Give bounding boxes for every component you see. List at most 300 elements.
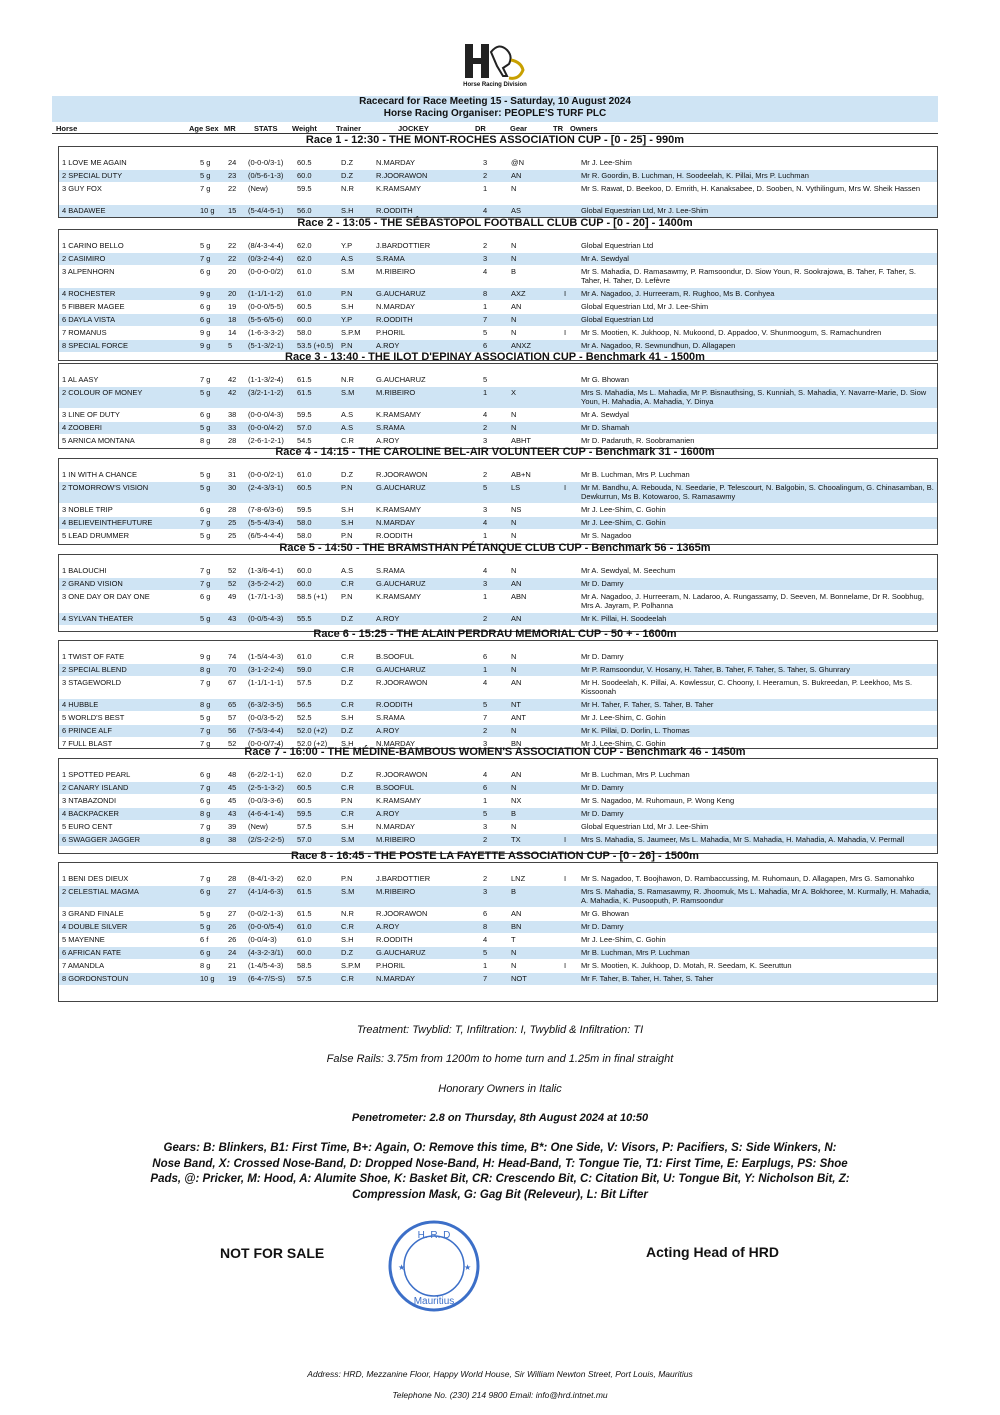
cell-stats: (New) (248, 822, 268, 831)
cell-stats: (3/2-1-1-2) (248, 388, 284, 397)
cell-name: 2 GRAND VISION (62, 579, 123, 588)
cell-stats: (1-5/4-4-3) (248, 652, 284, 661)
cell-name: 7 ROMANUS (62, 328, 107, 337)
cell-gear: LNZ (511, 874, 526, 883)
cell-tr: S.M (341, 388, 355, 397)
cell-owners: Mr S. Rawat, D. Beekoo, D. Emrith, H. Kanaksabee, D. Sooben, N. Vythilingum, Mrs W. Sheik Hassen (581, 184, 921, 193)
table-row (59, 725, 937, 737)
cell-age: 5 g (200, 423, 211, 432)
cell-name: 3 NTABAZONDI (62, 796, 117, 805)
table-row (59, 387, 937, 408)
hrd-logo (450, 38, 540, 96)
cell-mr: 15 (228, 206, 237, 215)
cell-stats: (6/5-4-4-4) (248, 531, 284, 540)
cell-jockey: M.RIBEIRO (376, 388, 416, 397)
cell-name: 7 AMANDLA (62, 961, 105, 970)
cell-dr: 1 (483, 302, 488, 311)
cell-mr: 38 (228, 410, 237, 419)
cell-jockey: J.BARDOTTIER (376, 874, 431, 883)
cell-stats: (2/S-2-2-5) (248, 835, 285, 844)
cell-gear: N (511, 531, 517, 540)
cell-age: 7 g (200, 518, 211, 527)
cell-owners: Mr A. Sewdyal (581, 410, 629, 419)
cell-name: 4 ZOOBERI (62, 423, 103, 432)
cell-dr: 4 (483, 678, 488, 687)
cell-owners: Mr D. Shamah (581, 423, 630, 432)
cell-jockey: A.ROY (376, 341, 400, 350)
cell-stats: (New) (248, 184, 268, 193)
cell-owners: Mr D. Damry (581, 783, 624, 792)
cell-gear: N (511, 726, 517, 735)
cell-wt: 61.5 (297, 388, 312, 397)
cell-dr: 4 (483, 410, 488, 419)
cell-age: 6 g (200, 796, 211, 805)
cell-gear: AN (511, 909, 522, 918)
cell-age: 8 g (200, 835, 211, 844)
cell-age: 9 g (200, 328, 211, 337)
cell-wt: 58.0 (297, 518, 312, 527)
cell-gear: N (511, 665, 517, 674)
cell-tr: A.S (341, 254, 354, 263)
table-row (59, 301, 937, 313)
cell-gear: T (511, 935, 516, 944)
treatment-note: Treatment: Twyblid: T, Infiltration: I, Twyblid & Infiltration: TI (356, 1024, 644, 1036)
cell-owners: Mr H. Taher, F. Taher, S. Taher, B. Taher (581, 700, 714, 709)
cell-age: 5 g (200, 909, 211, 918)
cell-name: 5 EURO CENT (62, 822, 113, 831)
cell-jockey: S.RAMA (376, 254, 405, 263)
cell-mr: 74 (228, 652, 237, 661)
cell-stats: (1-7/1-1-3) (248, 592, 284, 601)
col-mr: MR (224, 124, 236, 133)
penetrometer-note: Penetrometer: 2.8 on Thursday, 8th August 2024 at 10:50 (351, 1112, 649, 1124)
cell-gear: TX (511, 835, 521, 844)
col-trainer: Trainer (336, 124, 362, 133)
cell-tr: C.R (341, 783, 354, 792)
cell-tr: Y.P (341, 241, 353, 250)
cell-dr: 3 (483, 822, 488, 831)
cell-wt: 58.0 (297, 531, 312, 540)
cell-wt: 59.5 (297, 410, 312, 419)
cell-age: 7 g (200, 566, 211, 575)
cell-mr: 45 (228, 783, 237, 792)
cell-jockey: N.MARDAY (376, 974, 416, 983)
cell-mr: 39 (228, 822, 237, 831)
cell-tr: D.Z (341, 470, 354, 479)
cell-dr: 2 (483, 423, 488, 432)
cell-gear: X (511, 388, 517, 397)
cell-stats: (0-0-0-0/2) (248, 267, 284, 276)
cell-wt: 57.5 (297, 822, 312, 831)
race-title: Race 4 - 14:15 - THE CAROLINE BEL-AIR VOLUNTEER CUP - Benchmark 31 - 1600m (275, 446, 715, 458)
cell-mr: 27 (228, 887, 237, 896)
cell-dr: 1 (483, 592, 488, 601)
cell-stats: (1-3/6-4-1) (248, 566, 284, 575)
cell-stats: (3-5-2-4-2) (248, 579, 284, 588)
cell-tr: D.Z (341, 158, 354, 167)
race-table (58, 229, 938, 361)
col-jockey: JOCKEY (398, 124, 429, 133)
cell-name: 8 GORDONSTOUN (62, 974, 129, 983)
cell-owners: Mr J. Lee-Shim, C. Gohin (581, 518, 666, 527)
table-row (59, 873, 937, 885)
cell-dr: 5 (483, 375, 488, 384)
cell-wt: 56.0 (297, 206, 312, 215)
table-row (59, 921, 937, 933)
cell-wt: 61.0 (297, 652, 312, 661)
cell-t: I (564, 874, 567, 883)
cell-name: 2 SPECIAL DUTY (62, 171, 123, 180)
cell-owners: Mr D. Damry (581, 922, 624, 931)
cell-stats: (5-5-4/3-4) (248, 518, 284, 527)
cell-name: 5 FIBBER MAGEE (62, 302, 125, 311)
cell-stats: (5-1-3/2-1) (248, 341, 284, 350)
cell-wt: 60.5 (297, 483, 312, 492)
cell-name: 2 SPECIAL BLEND (62, 665, 127, 674)
cell-gear: N (511, 783, 517, 792)
cell-age: 6 g (200, 302, 211, 311)
cell-dr: 5 (483, 948, 488, 957)
table-row (59, 699, 937, 711)
cell-jockey: R.JOORAWON (376, 678, 428, 687)
cell-stats: (0-0-0/4-3) (248, 410, 284, 419)
logo-caption: Horse Racing Division (463, 82, 527, 88)
cell-mr: 48 (228, 770, 237, 779)
cell-jockey: J.BARDOTTIER (376, 241, 431, 250)
cell-age: 6 f (200, 935, 209, 944)
cell-name: 2 CELESTIAL MAGMA (62, 887, 139, 896)
cell-mr: 26 (228, 922, 237, 931)
table-row (59, 469, 937, 481)
cell-dr: 4 (483, 935, 488, 944)
cell-t: I (564, 835, 567, 844)
cell-wt: 58.5 (297, 961, 312, 970)
cell-name: 4 BACKPACKER (62, 809, 119, 818)
col-tr: TR (553, 124, 563, 133)
cell-name: 5 MAYENNE (62, 935, 105, 944)
cell-jockey: N.MARDAY (376, 739, 416, 748)
cell-gear: BN (511, 739, 522, 748)
cell-name: 2 CANARY ISLAND (62, 783, 129, 792)
gears-legend: Gears: B: Blinkers, B1: First Time, B+: Again, O: Remove this time, B*: One Side, V: Visors, P: Pacifiers, S: Side Winkers, N: Nose Band, X: Crossed Nose-Band, D: Dropped Nose-Band, H: Head-Band, T: Tongue Tie, T1: First Time, E: Earplugs, PS: Shoe Pads, @: Pricker, M: Hood, A: Alumite Shoe, K: Basket Bit, CR: Crescendo Bit, C: Citation Bit, U: Tongue Bit, Y: Nicholson Bit, Z: Compression Mask, G: Gag Bit (Releveur), L: Bit Lifter (150, 1142, 850, 1201)
cell-mr: 20 (228, 289, 237, 298)
cell-name: 4 DOUBLE SILVER (62, 922, 128, 931)
table-row (59, 960, 937, 972)
race-title: Race 8 - 16:45 - THE POSTE LA FAYETTE ASSOCIATION CUP - [0 - 26] - 1500m (291, 850, 699, 862)
cell-owners: Mr F. Taher, B. Taher, H. Taher, S. Taher (581, 974, 714, 983)
cell-dr: 2 (483, 614, 488, 623)
cell-wt: 58.0 (297, 328, 312, 337)
cell-wt: 61.0 (297, 470, 312, 479)
cell-jockey: N.MARDAY (376, 158, 416, 167)
table-row (59, 374, 937, 386)
cell-name: 4 ROCHESTER (62, 289, 116, 298)
cell-dr: 1 (483, 961, 488, 970)
cell-jockey: R.OODITH (376, 206, 413, 215)
cell-wt: 61.0 (297, 267, 312, 276)
cell-dr: 4 (483, 770, 488, 779)
cell-mr: 21 (228, 961, 237, 970)
col-weight: Weight (292, 124, 317, 133)
cell-wt: 57.0 (297, 835, 312, 844)
race-title: Race 7 - 16:00 - THE MÉDINE-BAMBOUS WOMEN'S ASSOCIATION CUP - Benchmark 46 - 1450m (244, 746, 746, 758)
race-title: Race 3 - 13:40 - THE ILOT D'EPINAY ASSOCIATION CUP - Benchmark 41 - 1500m (285, 351, 705, 363)
cell-mr: 42 (228, 388, 237, 397)
cell-stats: (5-5-6/5-6) (248, 315, 284, 324)
cell-age: 5 g (200, 713, 211, 722)
stamp-bottom-text: Mauritius (413, 1296, 455, 1307)
col-stats: STATS (254, 124, 278, 133)
cell-tr: P.N (341, 289, 353, 298)
cell-owners: Mr S. Mahadia, D. Ramasawmy, P. Ramsoondur, D. Siow Youn, R. Sookrajowa, B. Taher, F. Taher, S. Taher, H. Taher, D. Lefèvre (581, 267, 917, 285)
cell-owners: Mr S. Nagadoo, M. Ruhomaun, P. Wong Keng (581, 796, 735, 805)
cell-mr: 52 (228, 566, 237, 575)
cell-wt: 60.0 (297, 315, 312, 324)
cell-dr: 8 (483, 289, 488, 298)
table-row (59, 908, 937, 920)
cell-dr: 3 (483, 158, 488, 167)
cell-jockey: M.RIBEIRO (376, 887, 416, 896)
false-rails-note: False Rails: 3.75m from 1200m to home turn and 1.25m in final straight (326, 1053, 674, 1065)
race-table (58, 363, 938, 449)
cell-mr: 28 (228, 505, 237, 514)
cell-jockey: R.OODITH (376, 935, 413, 944)
cell-jockey: K.RAMSAMY (376, 796, 422, 805)
cell-dr: 8 (483, 922, 488, 931)
cell-gear: N (511, 423, 517, 432)
cell-dr: 5 (483, 483, 488, 492)
cell-age: 6 g (200, 948, 211, 957)
table-row (59, 266, 937, 287)
cell-gear: N (511, 961, 517, 970)
cell-dr: 3 (483, 436, 488, 445)
cell-age: 6 g (200, 267, 211, 276)
cell-stats: (8-4/1-3-2) (248, 874, 284, 883)
cell-dr: 1 (483, 184, 488, 193)
cell-jockey: K.RAMSAMY (376, 592, 422, 601)
table-row (59, 651, 937, 663)
cell-dr: 6 (483, 783, 488, 792)
cell-age: 9 g (200, 652, 211, 661)
cell-name: 8 SPECIAL FORCE (62, 341, 128, 350)
cell-stats: (1-4/5-4-3) (248, 961, 284, 970)
cell-wt: 62.0 (297, 241, 312, 250)
table-row (59, 834, 937, 846)
cell-gear: N (511, 241, 517, 250)
cell-dr: 7 (483, 974, 488, 983)
cell-wt: 57.0 (297, 423, 312, 432)
cell-jockey: K.RAMSAMY (376, 505, 422, 514)
cell-mr: 43 (228, 809, 237, 818)
cell-name: 6 AFRICAN FATE (62, 948, 122, 957)
cell-jockey: A.ROY (376, 614, 400, 623)
cell-wt: 52.0 (+2) (297, 739, 328, 748)
cell-age: 5 g (200, 922, 211, 931)
cell-stats: (3-1-2-2-4) (248, 665, 284, 674)
cell-age: 7 g (200, 375, 211, 384)
cell-wt: 59.0 (297, 665, 312, 674)
cell-mr: 57 (228, 713, 237, 722)
cell-dr: 5 (483, 809, 488, 818)
cell-jockey: S.RAMA (376, 713, 405, 722)
cell-mr: 25 (228, 531, 237, 540)
cell-name: 1 SPOTTED PEARL (62, 770, 131, 779)
cell-tr: S.P.M (341, 961, 361, 970)
cell-wt: 59.5 (297, 184, 312, 193)
cell-tr: N.R (341, 184, 354, 193)
cell-name: 3 ALPENHORN (62, 267, 115, 276)
cell-gear: B (511, 887, 517, 896)
table-row (59, 578, 937, 590)
cell-stats: (0-0-0/3-1) (248, 158, 284, 167)
cell-jockey: S.RAMA (376, 423, 405, 432)
cell-owners: Mr G. Bhowan (581, 375, 629, 384)
cell-dr: 1 (483, 388, 488, 397)
cell-stats: (0-0-0/2-1) (248, 470, 284, 479)
cell-jockey: K.RAMSAMY (376, 184, 422, 193)
cell-jockey: P.HORIL (376, 328, 406, 337)
table-row (59, 409, 937, 421)
cell-wt: 57.5 (297, 678, 312, 687)
race-table (58, 458, 938, 545)
cell-name: 4 BELIEVEINTHEFUTURE (62, 518, 153, 527)
cell-stats: (7-8-6/3-6) (248, 505, 284, 514)
cell-owners: Mr A. Sewdyal, M. Seechum (581, 566, 676, 575)
cell-gear: ANT (511, 713, 526, 722)
cell-stats: (4-1/4-6-3) (248, 887, 284, 896)
cell-name: 1 BENI DES DIEUX (62, 874, 129, 883)
cell-gear: N (511, 518, 517, 527)
cell-tr: C.R (341, 436, 354, 445)
cell-jockey: G.AUCHARUZ (376, 579, 426, 588)
cell-gear: N (511, 822, 517, 831)
svg-text:★: ★ (464, 1263, 472, 1272)
cell-owners: Mr B. Luchman, Mrs P. Luchman (581, 948, 690, 957)
cell-gear: NX (511, 796, 522, 805)
cell-tr: A.S (341, 566, 354, 575)
cell-t: I (564, 328, 567, 337)
cell-gear: AN (511, 614, 522, 623)
cell-gear: N (511, 328, 517, 337)
cell-owners: Mr K. Pillai, D. Dorlin, L. Thomas (581, 726, 690, 735)
cell-name: 1 AL AASY (62, 375, 99, 384)
cell-tr: P.N (341, 592, 353, 601)
cell-tr: C.R (341, 700, 354, 709)
cell-gear: N (511, 410, 517, 419)
cell-tr: S.H (341, 206, 354, 215)
cell-name: 5 ARNICA MONTANA (62, 436, 135, 445)
cell-dr: 1 (483, 665, 488, 674)
cell-dr: 4 (483, 206, 488, 215)
table-row (59, 530, 937, 542)
cell-wt: 61.5 (297, 887, 312, 896)
cell-age: 6 g (200, 887, 211, 896)
cell-jockey: R.OODITH (376, 315, 413, 324)
cell-jockey: N.MARDAY (376, 822, 416, 831)
cell-stats: (0-0-0/5-4) (248, 922, 284, 931)
cell-dr: 2 (483, 874, 488, 883)
cell-age: 8 g (200, 809, 211, 818)
cell-age: 7 g (200, 254, 211, 263)
cell-name: 1 CARINO BELLO (62, 241, 124, 250)
not-for-sale: NOT FOR SALE (220, 1245, 325, 1261)
cell-wt: 60.5 (297, 783, 312, 792)
race-title: Race 2 - 13:05 - THE SÉBASTOPOL FOOTBALL CLUB CUP - [0 - 20] - 1400m (297, 217, 693, 229)
cell-age: 5 g (200, 470, 211, 479)
stamp-top-text: H. R. D (417, 1230, 451, 1241)
cell-mr: 22 (228, 241, 237, 250)
cell-tr: C.R (341, 665, 354, 674)
acting-head-signature: Acting Head of HRD (646, 1244, 779, 1260)
cell-stats: (0-0/2-1-3) (248, 909, 284, 918)
cell-gear: AN (511, 302, 522, 311)
cell-mr: 52 (228, 579, 237, 588)
cell-gear: ABHT (511, 436, 532, 445)
cell-tr: P.N (341, 874, 353, 883)
cell-owners: Mr S. Mootien, K. Jukhoop, D. Motah, R. Seedam, K. Seeruttun (581, 961, 792, 970)
cell-mr: 24 (228, 948, 237, 957)
cell-mr: 42 (228, 375, 237, 384)
cell-age: 5 g (200, 531, 211, 540)
cell-mr: 22 (228, 254, 237, 263)
cell-gear: N (511, 315, 517, 324)
cell-jockey: R.JOORAWON (376, 909, 428, 918)
cell-wt: 57.5 (297, 974, 312, 983)
cell-dr: 6 (483, 341, 488, 350)
cell-tr: S.H (341, 505, 354, 514)
cell-stats: (6-4-7/S-S) (248, 974, 286, 983)
table-row (59, 482, 937, 503)
cell-stats: (7-5/3-4-4) (248, 726, 284, 735)
cell-tr: S.M (341, 267, 355, 276)
cell-dr: 6 (483, 909, 488, 918)
cell-mr: 14 (228, 328, 237, 337)
cell-stats: (4-3-2-3/1) (248, 948, 284, 957)
cell-dr: 3 (483, 505, 488, 514)
cell-gear: AN (511, 770, 522, 779)
cell-wt: 62.0 (297, 874, 312, 883)
cell-wt: 61.0 (297, 922, 312, 931)
cell-stats: (1-1/1-1-1) (248, 678, 284, 687)
cell-owners: Global Equestrian Ltd, Mr J. Lee-Shim (581, 302, 709, 311)
cell-tr: C.R (341, 652, 354, 661)
cell-dr: 4 (483, 518, 488, 527)
cell-age: 7 g (200, 184, 211, 193)
cell-stats: (2-6-1-2-1) (248, 436, 284, 445)
cell-age: 7 g (200, 822, 211, 831)
cell-tr: A.S (341, 423, 354, 432)
table-row (59, 240, 937, 252)
cell-tr: Y.P (341, 315, 353, 324)
cell-stats: (1-1/1-1-2) (248, 289, 284, 298)
race-table (58, 554, 938, 632)
cell-mr: 56 (228, 726, 237, 735)
cell-jockey: M.RIBEIRO (376, 835, 416, 844)
cell-jockey: G.AUCHARUZ (376, 665, 426, 674)
cell-owners: Mr D. Damry (581, 809, 624, 818)
cell-stats: (2-5-1-3-2) (248, 783, 284, 792)
col-owners: Owners (570, 124, 598, 133)
racecard-header (52, 96, 938, 122)
cell-gear: BN (511, 922, 522, 931)
cell-name: 3 NOBLE TRIP (62, 505, 113, 514)
cell-owners: Mrs S. Mahadia, Ms L. Mahadia, Mr P. Bisnauthsing, S. Kunniah, S. Mahadia, Y. Navarre-Marie, D. Siow Youn, H. Mahadia, A. Mahadia, Y. Dinya (581, 388, 927, 406)
cell-name: 2 TOMORROW'S VISION (62, 483, 149, 492)
cell-stats: (0-0-0/7-4) (248, 739, 284, 748)
cell-wt: 61.5 (297, 375, 312, 384)
cell-age: 6 g (200, 770, 211, 779)
cell-gear: AN (511, 678, 522, 687)
